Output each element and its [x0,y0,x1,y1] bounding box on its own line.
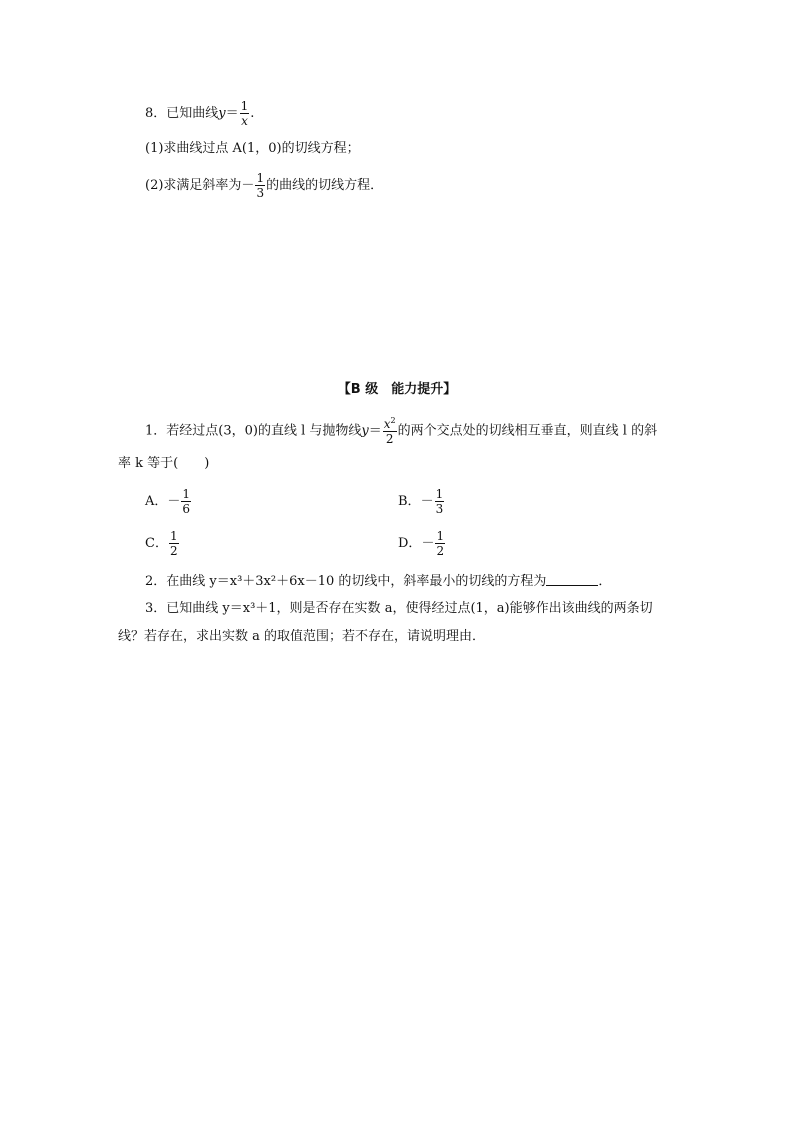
q8-part2: (2)求满足斜率为－ $\frac{1}{3}$ 的曲线的切线方程． [145,171,384,200]
b1-option-d: D．－ $\frac{1}{2}$ [398,529,445,558]
b1-option-a: A．－ $\frac{1}{6}$ [145,487,191,516]
b2-answer-blank [546,574,598,586]
q8-part2-tail: 的曲线的切线方程． [266,178,384,193]
b3-line2: 线？若存在，求出实数 a 的取值范围；若不存在，请说明理由． [118,629,486,644]
q8-var-y: y [218,106,226,121]
b1-option-b: B．－ $\frac{1}{3}$ [398,487,444,516]
q8-fraction: $\frac{1}{x}$ [240,99,249,128]
b1-text-a: 1．若经过点(3，0)的直线 l 与抛物线 [145,423,362,439]
b1-option-c: C． $\frac{1}{2}$ [145,529,178,558]
b1-parabola-fraction: $\frac{x^2}{2}$ [383,416,396,446]
q8-slope-fraction: $\frac{1}{3}$ [256,171,265,200]
b2-statement: 2．在曲线 y＝x³＋3x²＋6x－10 的切线中，斜率最小的切线的方程为 ． [145,574,612,589]
q8-part2-text: (2)求满足斜率为 [145,178,242,193]
b2-text: 2．在曲线 y＝x³＋3x²＋6x－10 的切线中，斜率最小的切线的方程为 [145,574,547,589]
b1-text-b: 的两个交点处的切线相互垂直，则直线 l 的斜 [397,423,658,439]
section-heading: 【B 级 能力提升】 [337,382,457,397]
q8-statement: 8．已知曲线y＝ $\frac{1}{x}$ . [145,99,255,128]
b3-line1: 3．已知曲线 y＝x³＋1，则是否存在实数 a，使得经过点(1，a)能够作出该曲线的两条切 [145,601,653,616]
q8-label: 8．已知曲线 [145,106,219,121]
b1-statement: 1．若经过点(3，0)的直线 l 与抛物线y＝ $\frac{x^2}{2}$ 的两个交点处的切线相互垂直，则直线 l 的斜 [145,416,658,446]
q8-part1: (1)求曲线过点 A(1，0)的切线方程； [145,141,360,156]
b1-text-c: 率 k 等于( ) [118,456,210,471]
